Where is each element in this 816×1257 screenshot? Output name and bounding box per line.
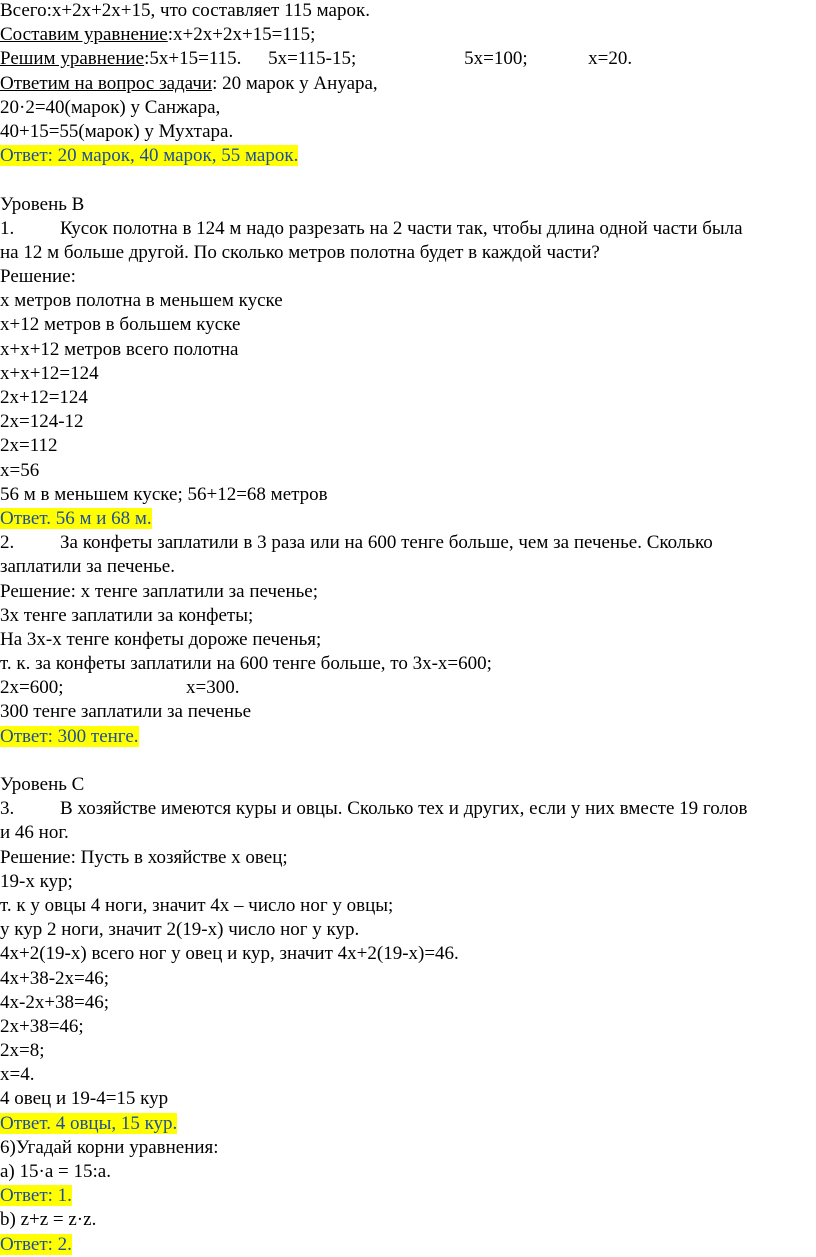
text-line: 40+15=55(марок) у Мухтара. [0, 120, 234, 142]
task-number: 2. [0, 532, 15, 554]
equation-text: 5x=115-15; [268, 48, 357, 70]
text-line: Решение: [0, 266, 76, 288]
text-line: 4х+2(19-х) всего ног у овец и кур, значит 4х+2(19-х)=46. [0, 943, 459, 965]
text-line: Решение: Пусть в хозяйстве х овец; [0, 846, 288, 868]
text-line: х+х+12=124 [0, 362, 99, 384]
task-line [0, 217, 816, 241]
blank-line [0, 749, 816, 773]
text-line: 2х+12=124 [0, 387, 88, 408]
text-line: х=56 [0, 459, 40, 481]
task-line [0, 531, 816, 555]
text-line: т. к у овцы 4 ноги, значит 4х – число ног у овцы; [0, 894, 394, 916]
text-line: 19-х кур; [0, 870, 73, 892]
text-line: 4 овец и 19-4=15 кур [0, 1088, 169, 1110]
equation-text: :5x+15=115. [144, 48, 242, 70]
text-line: заплатили за печенье. [0, 556, 175, 578]
task-text: Кусок полотна в 124 м надо разрезать на 2 части так, чтобы длина одной части была [60, 217, 743, 239]
underlined-heading: Решим уравнение [0, 48, 145, 70]
text-line: 6)Угадай корни уравнения: [0, 1136, 219, 1158]
text-line: 3х тенге заплатили за конфеты; [0, 604, 254, 626]
text-line: Решение: х тенге заплатили за печенье; [0, 580, 318, 602]
equation-text: х=300. [186, 677, 240, 699]
text-line: Всего:x+2x+2x+15, что составляет 115 марок. [0, 0, 370, 21]
text-line: 4х+38-2х=46; [0, 967, 110, 989]
text-line [0, 507, 816, 531]
text-line [0, 144, 816, 168]
text-line: 20·2=40(марок) у Санжара, [0, 96, 221, 118]
text-line: и 46 ног. [0, 822, 69, 844]
text-line: 300 тенге заплатили за печенье [0, 701, 252, 723]
text-line [0, 1112, 816, 1136]
highlighted-answer: Ответ. 4 овцы, 15 кур. [0, 1112, 178, 1134]
text-line: 4х-2х+38=46; [0, 991, 110, 1013]
task-number: 1. [0, 217, 15, 239]
text-line [0, 47, 816, 71]
highlighted-answer: Ответ: 2. [0, 1233, 72, 1255]
text-line [0, 72, 816, 96]
text-line: 2х=124-12 [0, 411, 84, 433]
text-line: х=4. [0, 1064, 35, 1086]
underlined-heading: Ответим на вопрос задачи [0, 72, 213, 94]
equation-text: x=20. [588, 48, 633, 70]
highlighted-answer: Ответ: 300 тенге. [0, 725, 139, 747]
text-line: b) z+z = z·z. [0, 1209, 97, 1231]
level-heading: Уровень С [0, 774, 85, 795]
level-heading: Уровень В [0, 193, 85, 215]
blank-line [0, 168, 816, 192]
highlighted-answer: Ответ: 20 марок, 40 марок, 55 марок. [0, 145, 299, 167]
equation-text: :x+2x+2x+15=115; [167, 24, 316, 46]
equation-text: 2х=600; [0, 677, 64, 699]
highlighted-answer: Ответ. 56 м и 68 м. [0, 507, 152, 529]
text-line: 56 м в меньшем куске; 56+12=68 метров [0, 483, 328, 505]
task-number: 3. [0, 798, 15, 820]
task-text: В хозяйстве имеются куры и овцы. Сколько тех и других, если у них вместе 19 голов [60, 798, 748, 820]
equation-text: 5x=100; [464, 48, 528, 70]
text-line: х+12 метров в большем куске [0, 314, 241, 336]
task-text: За конфеты заплатили в 3 раза или на 600 тенге больше, чем за печенье. Сколько [60, 532, 713, 554]
text-line [0, 23, 816, 47]
underlined-heading: Составим уравнение [0, 24, 168, 46]
text-line: т. к. за конфеты заплатили на 600 тенге больше, то 3х-х=600; [0, 653, 492, 675]
text-line: На 3х-х тенге конфеты дороже печенья; [0, 628, 322, 650]
text-line: х+х+12 метров всего полотна [0, 338, 239, 360]
text-line: х метров полотна в меньшем куске [0, 290, 283, 312]
text-line: у кур 2 ноги, значит 2(19-х) число ног у кур. [0, 919, 360, 941]
highlighted-answer: Ответ: 1. [0, 1185, 72, 1207]
text-line [0, 725, 816, 749]
text-line [0, 1233, 816, 1257]
text-line: на 12 м больше другой. По сколько метров полотна будет в каждой части? [0, 241, 600, 263]
text-line [0, 1184, 816, 1208]
text-line [0, 676, 816, 700]
text-line: а) 15·а = 15:а. [0, 1161, 111, 1182]
text-line: 2х+38=46; [0, 1015, 84, 1037]
task-line [0, 797, 816, 821]
answer-line: : 20 марок у Ануара, [212, 72, 378, 94]
text-line: 2х=112 [0, 435, 58, 457]
text-line: 2х=8; [0, 1040, 45, 1062]
